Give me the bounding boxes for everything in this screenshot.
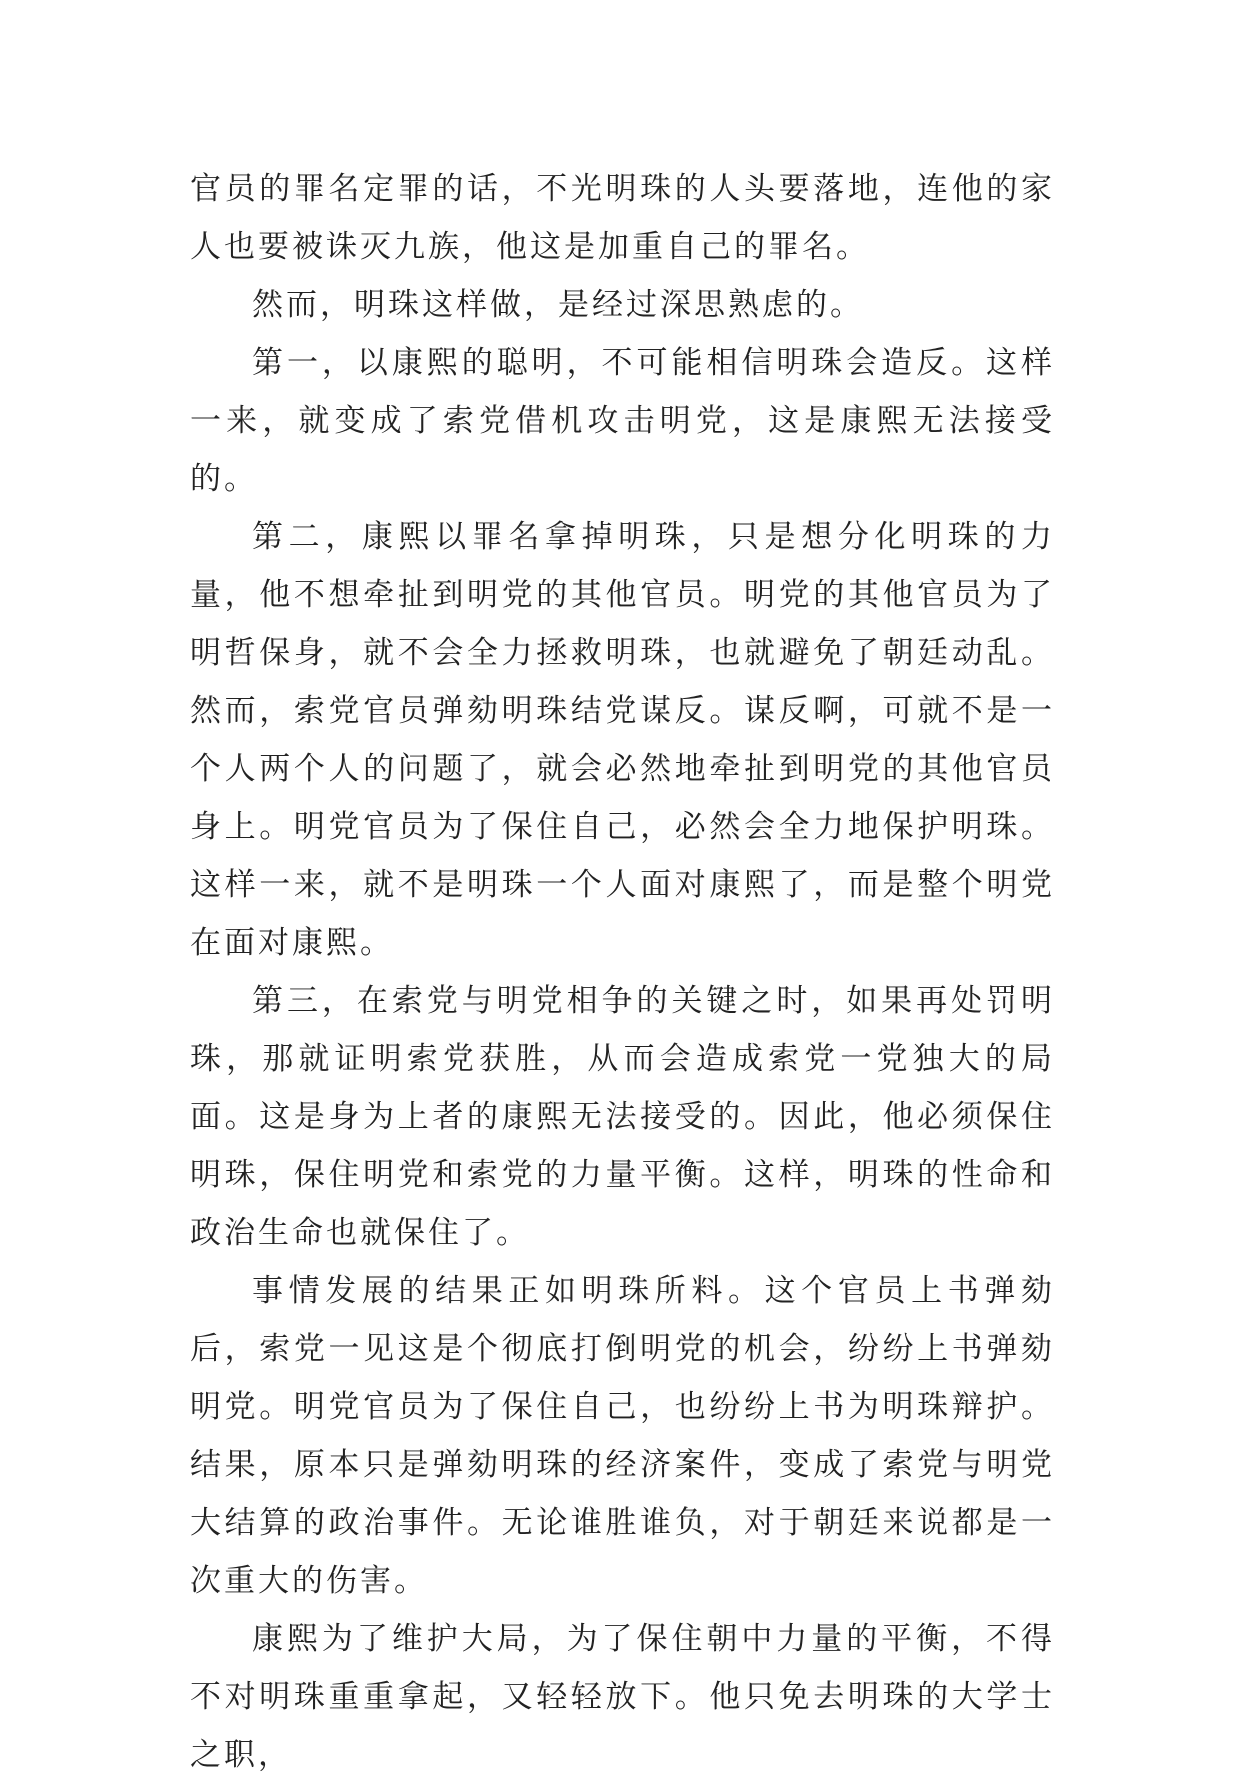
paragraph-continuation: 官员的罪名定罪的话，不光明珠的人头要落地，连他的家人也要被诛灭九族，他这是加重自己的罪名。 (190, 171, 1055, 265)
paragraph-5: 第三，在索党与明党相争的关键之时，如果再处罚明珠，那就证明索党获胜，从而会造成索党一党独大的局面。这是身为上者的康熙无法接受的。因此，他必须保住明珠，保住明党和索党的力量平衡。这样，明珠的性命和政治生命也就保住了。 (190, 983, 1055, 1251)
paragraph-3: 第一，以康熙的聪明，不可能相信明珠会造反。这样一来，就变成了索党借机攻击明党，这是康熙无法接受的。 (190, 345, 1055, 497)
paragraph-2: 然而，明珠这样做，是经过深思熟虑的。 (252, 287, 864, 323)
document-body (190, 160, 1055, 1784)
paragraph-4: 第二，康熙以罪名拿掉明珠，只是想分化明珠的力量，他不想牵扯到明党的其他官员。明党的其他官员为了明哲保身，就不会全力拯救明珠，也就避免了朝廷动乱。然而，索党官员弹劾明珠结党谋反。谋反啊，可就不是一个人两个人的问题了，就会必然地牵扯到明党的其他官员身上。明党官员为了保住自己，必然会全力地保护明珠。这样一来，就不是明珠一个人面对康熙了，而是整个明党在面对康熙。 (190, 519, 1055, 961)
paragraph-7: 康熙为了维护大局，为了保住朝中力量的平衡，不得不对明珠重重拿起，又轻轻放下。他只免去明珠的大学士之职， (190, 1621, 1055, 1773)
paragraph-6: 事情发展的结果正如明珠所料。这个官员上书弹劾后，索党一见这是个彻底打倒明党的机会，纷纷上书弹劾明党。明党官员为了保住自己，也纷纷上书为明珠辩护。结果，原本只是弹劾明珠的经济案件，变成了索党与明党大结算的政治事件。无论谁胜谁负，对于朝廷来说都是一次重大的伤害。 (190, 1273, 1055, 1599)
